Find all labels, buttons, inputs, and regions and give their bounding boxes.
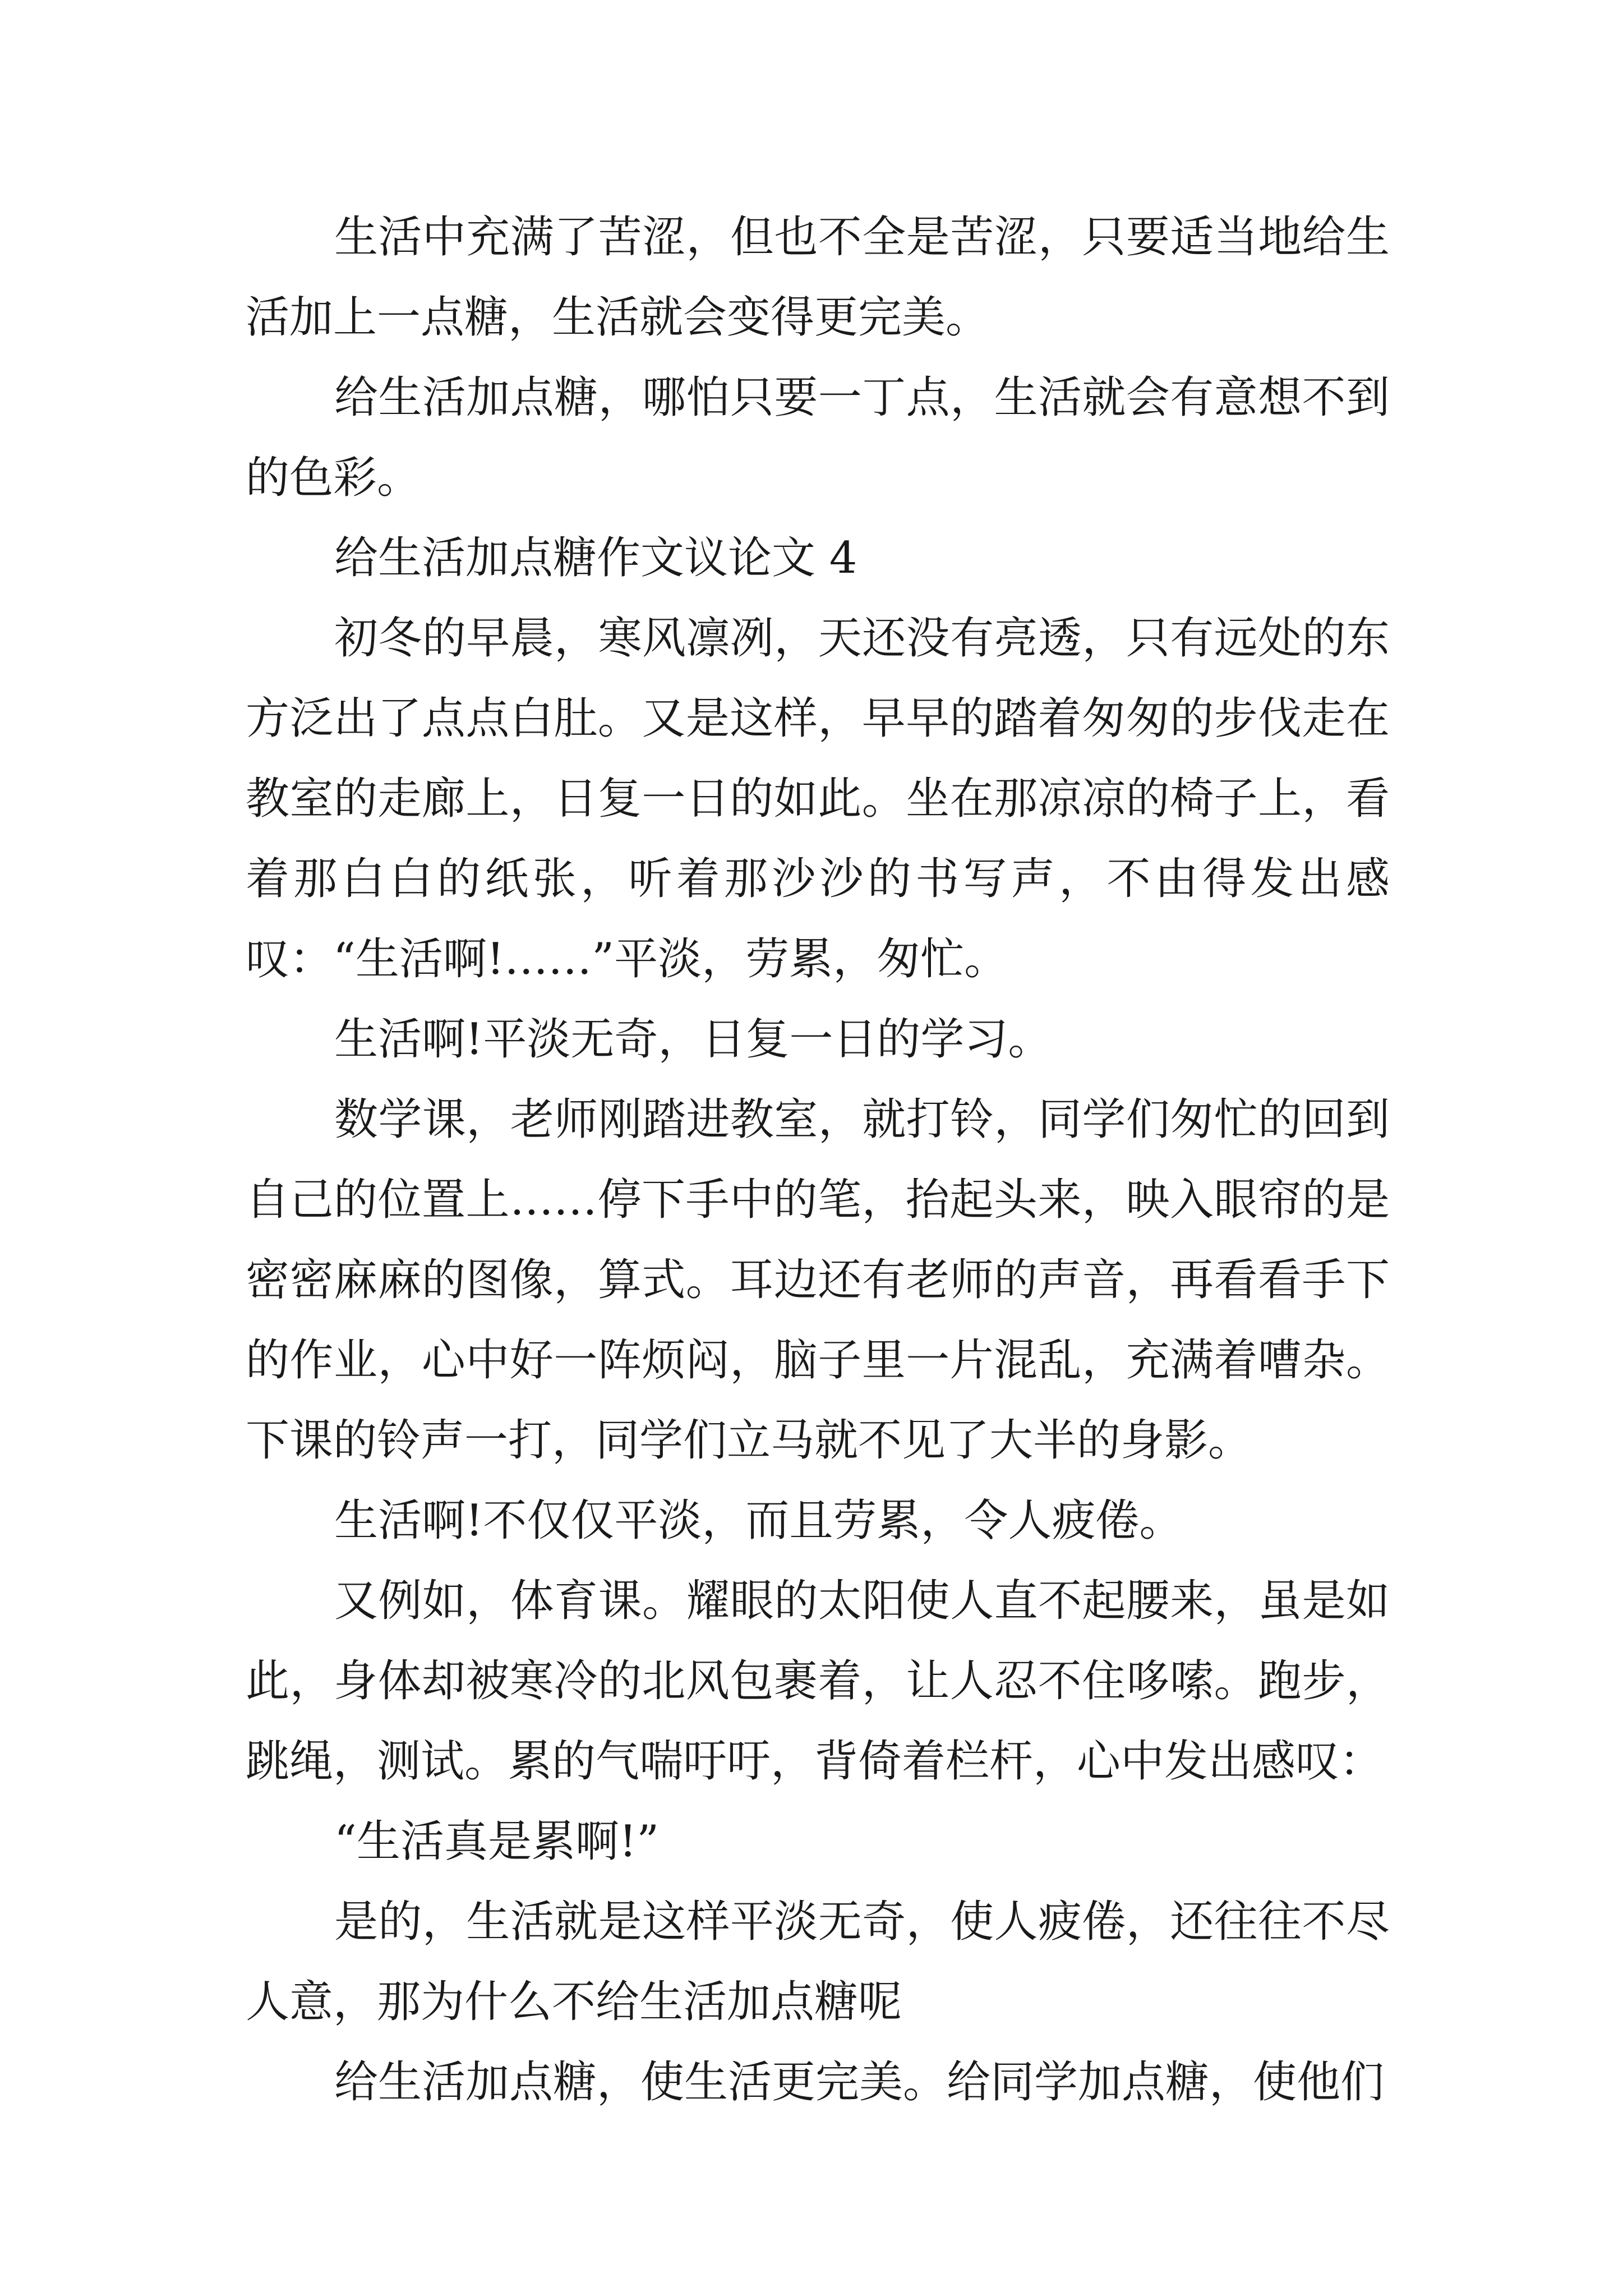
paragraph-5: 数学课，老师刚踏进教室，就打铃，同学们匆忙的回到自己的位置上……停下手中的笔，抬起头来，映入眼帘的是密密麻麻的图像，算式。耳边还有老师的声音，再看看手下的作业，心中好一阵烦闷，脑子里一片混乱，充满着嘈杂。下课的铃声一打，同学们立马就不见了大半的身影。 (246, 1094, 1390, 1466)
paragraph-8: 是的，生活就是这样平淡无奇，使人疲倦，还往往不尽人意，那为什么不给生活加点糖呢 (246, 1897, 1390, 2027)
paragraph-6: 生活啊!不仅仅平淡，而且劳累，令人疲倦。 (334, 1496, 1183, 1546)
essay-heading: 给生活加点糖作文议论文 4 (334, 533, 857, 583)
paragraph-1: 生活中充满了苦涩，但也不全是苦涩，只要适当地给生活加上一点糖，生活就会变得更完美。 (246, 212, 1390, 343)
quote-line: “生活真是累啊!” (334, 1816, 660, 1867)
paragraph-3: 初冬的早晨，寒风凛冽，天还没有亮透，只有远处的东方泛出了点点白肚。又是这样，早早的踏着匆匆的步伐走在教室的走廊上，日复一日的如此。坐在那凉凉的椅子上，看着那白白的纸张，听着那沙沙的书写声，不由得发出感叹：“生活啊!……”平淡，劳累，匆忙。 (246, 613, 1390, 984)
paragraph-2: 给生活加点糖，哪怕只要一丁点，生活就会有意想不到的色彩。 (246, 372, 1390, 503)
paragraph-4: 生活啊!平淡无奇，日复一日的学习。 (334, 1014, 1052, 1065)
paragraph-7: 又例如，体育课。耀眼的太阳使人直不起腰来，虽是如此，身体却被寒冷的北风包裹着，让人忍不住哆嗦。跑步，跳绳，测试。累的气喘吁吁，背倚着栏杆，心中发出感叹： (246, 1576, 1390, 1787)
essay-body (246, 197, 1390, 2123)
paragraph-9: 给生活加点糖，使生活更完美。给同学加点糖，使他们 (334, 2057, 1385, 2108)
